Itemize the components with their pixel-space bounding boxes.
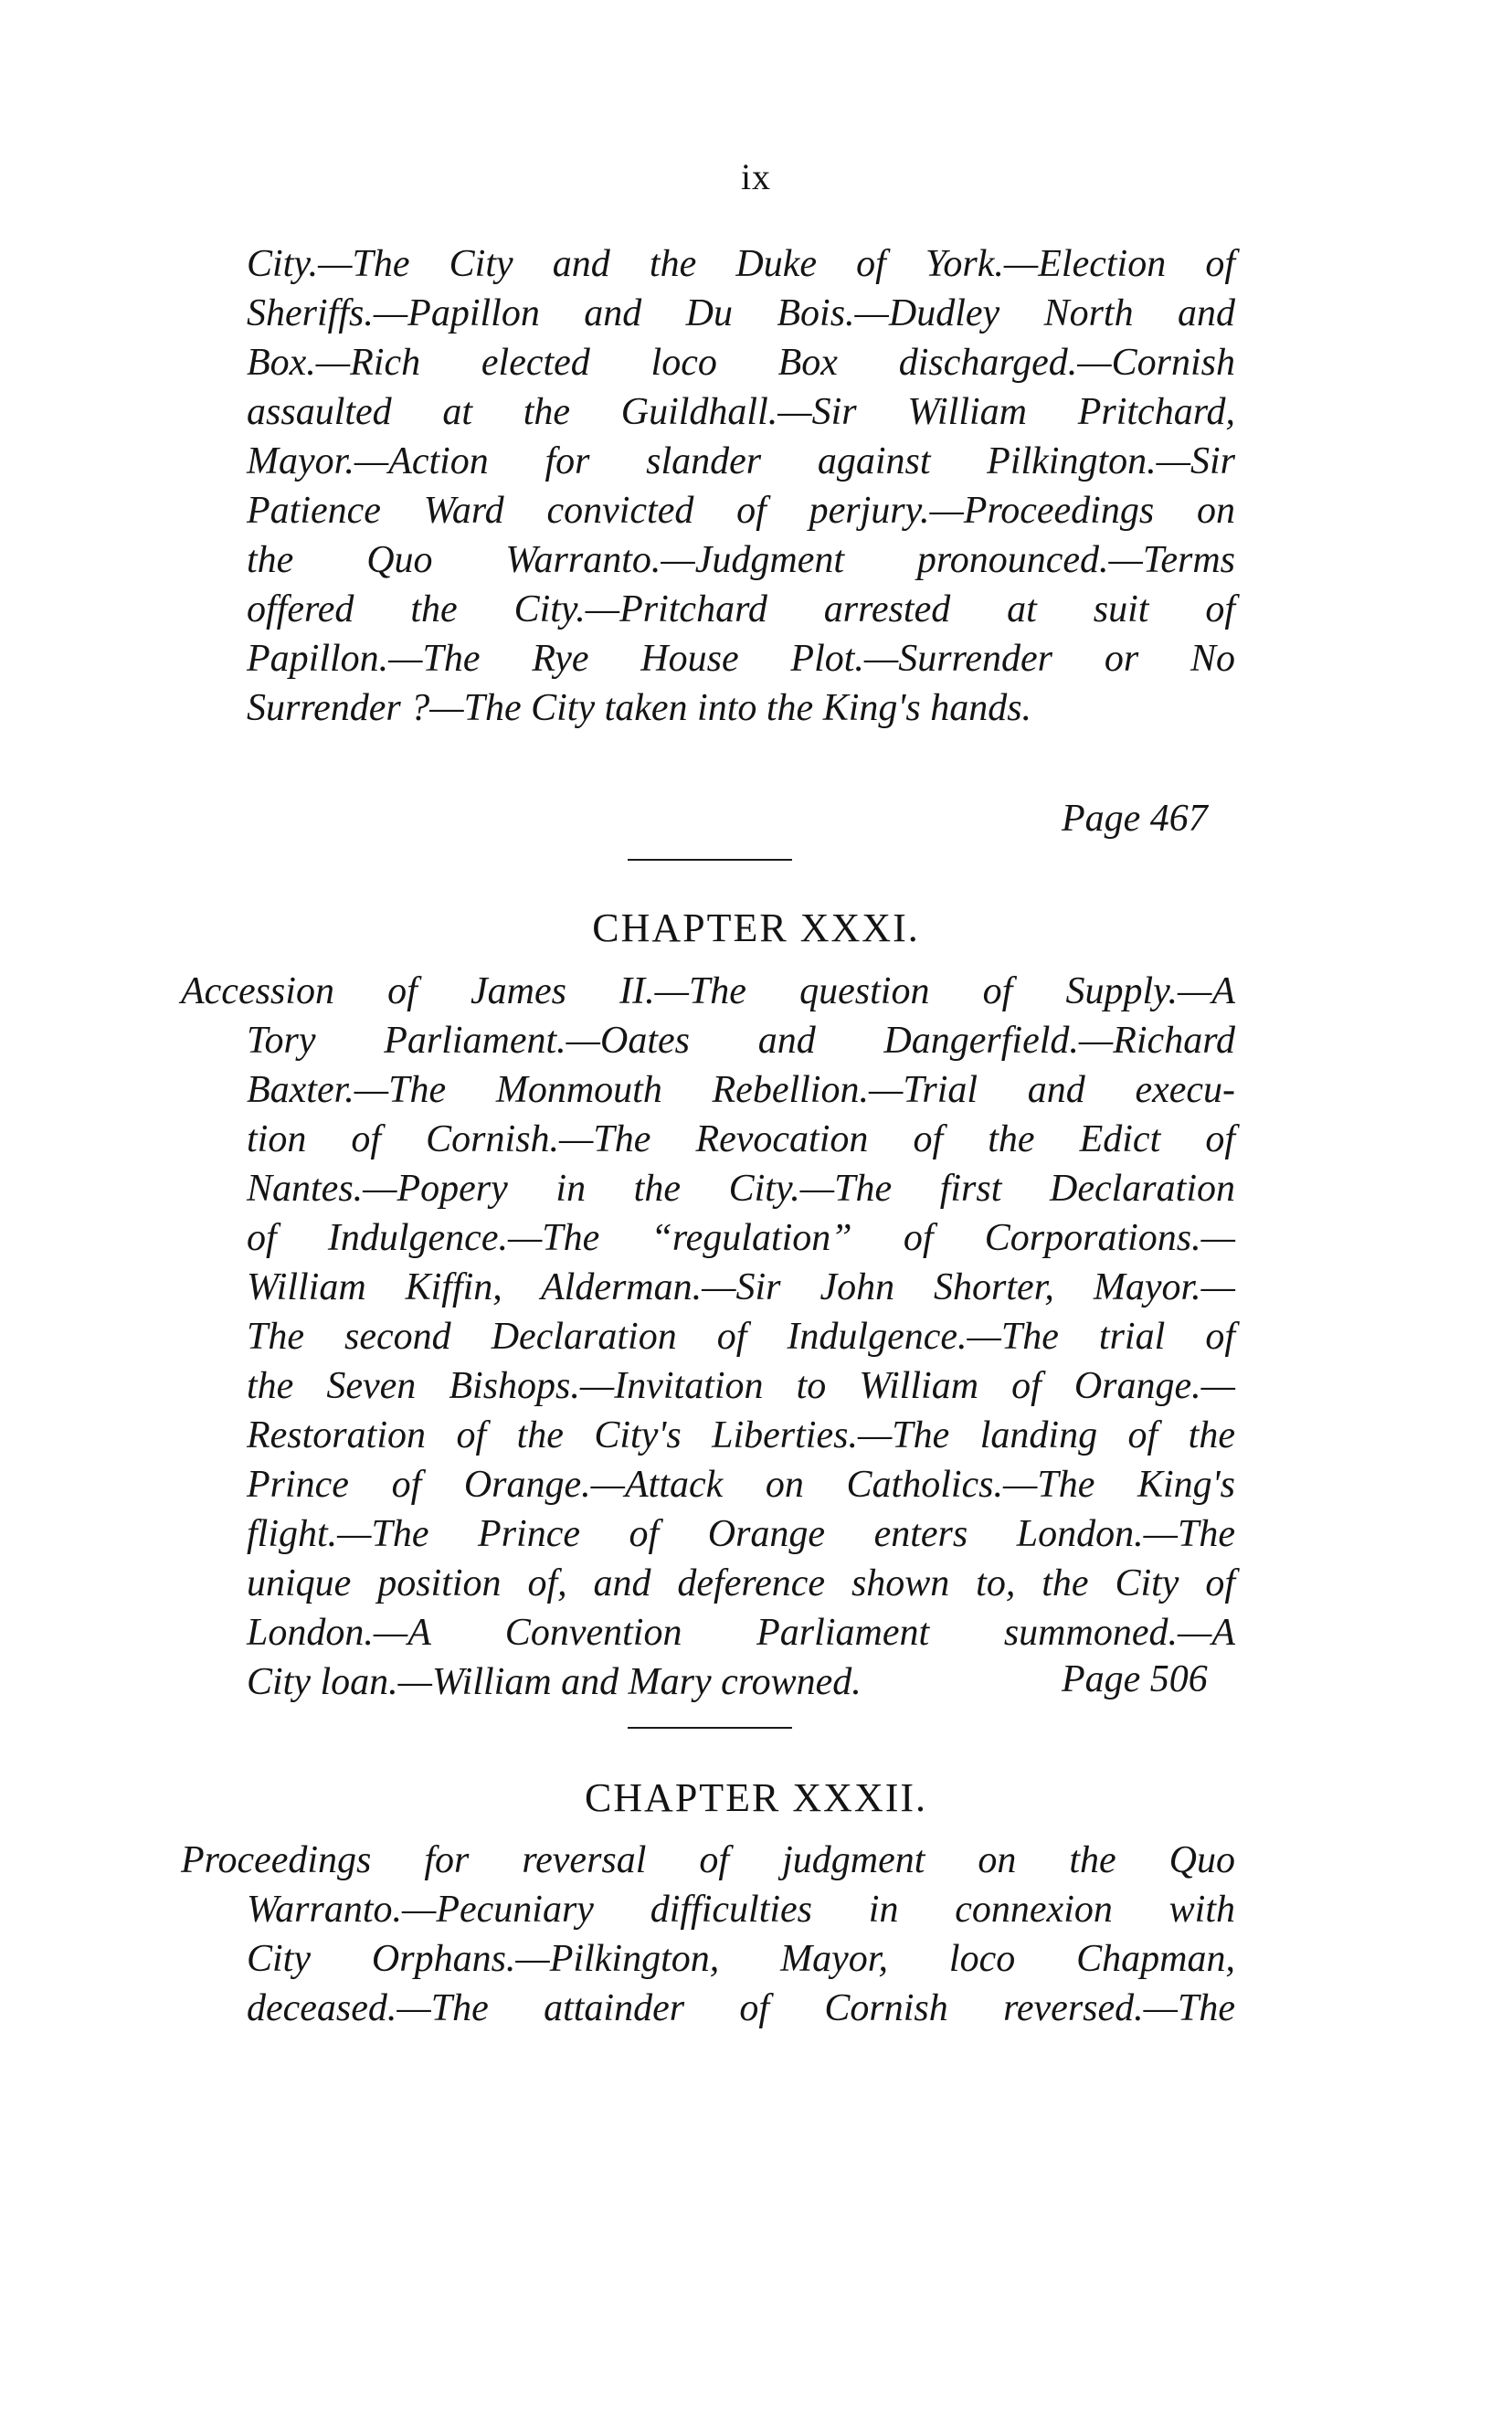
chapter-heading: CHAPTER XXXII. — [584, 1775, 928, 1820]
section-divider — [628, 859, 792, 861]
chapter-31-summary — [181, 967, 1235, 1707]
summary-line: Baxter.—The Monmouth Rebellion.—Trial and execu- — [247, 1069, 1235, 1111]
summary-line: assaulted at the Guildhall.—Sir William Pritchard, — [247, 391, 1235, 433]
chapter-heading: CHAPTER XXXI. — [592, 905, 920, 950]
section-divider — [628, 1727, 792, 1729]
chapter-32-summary — [181, 1836, 1235, 2033]
summary-line: Mayor.—Action for slander against Pilkington.—Sir — [247, 440, 1235, 482]
summary-line: William Kiffin, Alderman.—Sir John Shorter, Mayor.— — [247, 1266, 1235, 1308]
page-reference: Page 506 — [1062, 1658, 1208, 1700]
summary-line: Box.—Rich elected loco Box discharged.—Cornish — [247, 342, 1235, 384]
summary-line: deceased.—The attainder of Cornish reversed.—The — [247, 1987, 1235, 2029]
chapter-30-summary — [247, 239, 1235, 733]
summary-line: Nantes.—Popery in the City.—The first Declaration — [247, 1168, 1235, 1210]
summary-line: Proceedings for reversal of judgment on the Quo — [181, 1839, 1235, 1881]
summary-line: of Indulgence.—The “regulation” of Corporations.— — [247, 1217, 1235, 1259]
summary-line: offered the City.—Pritchard arrested at suit of — [247, 588, 1235, 630]
summary-line: Papillon.—The Rye House Plot.—Surrender or No — [247, 638, 1235, 680]
summary-line: City.—The City and the Duke of York.—Election of — [247, 243, 1235, 285]
summary-line: the Seven Bishops.—Invitation to William of Orange.— — [247, 1365, 1235, 1407]
summary-line: Patience Ward convicted of perjury.—Proceedings on — [247, 490, 1235, 532]
summary-line: the Quo Warranto.—Judgment pronounced.—Terms — [247, 539, 1235, 581]
summary-line: London.—A Convention Parliament summoned.—A — [247, 1612, 1235, 1654]
summary-line: Accession of James II.—The question of Supply.—A — [181, 970, 1235, 1012]
summary-line: Restoration of the City's Liberties.—The landing of the — [247, 1414, 1235, 1456]
summary-line: Warranto.—Pecuniary difficulties in connexion with — [247, 1889, 1235, 1931]
summary-line: flight.—The Prince of Orange enters London.—The — [247, 1513, 1235, 1555]
summary-line: Sheriffs.—Papillon and Du Bois.—Dudley North and — [247, 292, 1235, 334]
summary-line: Surrender ?—The City taken into the King's hands. — [247, 687, 1032, 729]
summary-line: City loan.—William and Mary crowned. — [247, 1661, 862, 1703]
page-number: ix — [740, 156, 772, 197]
page-reference: Page 467 — [1062, 798, 1208, 840]
summary-line: Prince of Orange.—Attack on Catholics.—The King's — [247, 1464, 1235, 1506]
summary-line: Tory Parliament.—Oates and Dangerfield.—Richard — [247, 1020, 1235, 1062]
summary-line: unique position of, and deference shown to, the City of — [247, 1562, 1235, 1604]
summary-line: City Orphans.—Pilkington, Mayor, loco Chapman, — [247, 1938, 1235, 1980]
summary-line: tion of Cornish.—The Revocation of the Edict of — [247, 1118, 1235, 1160]
summary-line: The second Declaration of Indulgence.—The trial of — [247, 1316, 1235, 1358]
